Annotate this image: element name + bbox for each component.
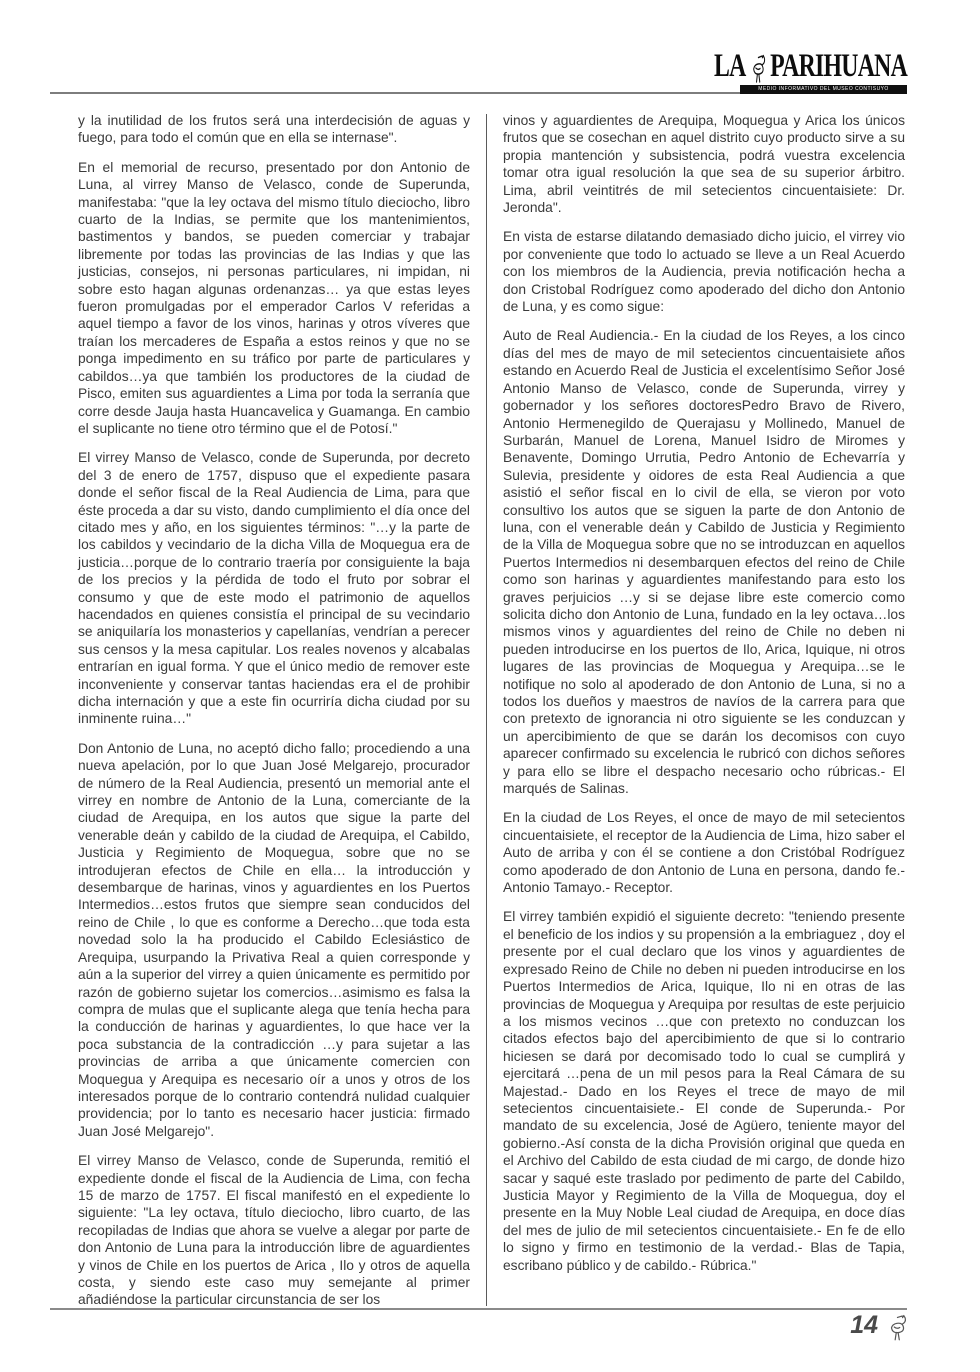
paragraph: Don Antonio de Luna, no aceptó dicho fallo; procediendo a una nueva apelación, por lo que Juan José Melgarejo, procurador de número de la Real Audiencia, presentó un memorial ante el virrey en nombre de Antonio de la Luna, comerciante de la ciudad de Arequipa, en los autos que sigue la parte del venerable deán y cabildo de la ciudad de Arequipa, el Cabildo, Justicia y Regimiento de Moquegua, sobre que no se introdujeran efectos de Chile en ella… la introducción y desembarque de harinas, vinos y aguardientes en los Puertos Intermedios…estos frutos que siempre sean conducidos del reino de Chile , lo que es conforme a Derecho…que toda esta novedad solo la ha producido el Cabildo Eclesiástico de Arequipa, usurpando la Privativa Real a quien corresponde y aún a la superior del virrey a quien únicamente es permitido por razón de gobierno sujetar los comercios…asimismo es falsa la compra de mulas que el suplicante alega que tenía hecha para la conducción de harinas y aguardientes, lo que hace ver la poca substancia de la contradicción …y para sujetar a las provincias de arriba a que únicamente comercien con Moquegua y Arequipa es necesario oír a unos y otros de los interesados porque de lo contrario contendrá nulidad cualquier providencia; por lo tanto es necesario hacer justicia: firmado Juan José Melgarejo". [78,740,470,1139]
masthead-tagline: MEDIO INFORMATIVO DEL MUSEO CONTISUYO [740,85,907,94]
page-number: 14 [850,1311,878,1339]
paragraph: En la ciudad de Los Reyes, el once de mayo de mil setecientos cincuentaisiete, el receptor de la Audiencia de Lima, hizo saber el Auto de arriba y con él se contiene a don Cristóbal Rodríguez como apoderado de don Antonio de Luna en persona, dando fe.- Antonio Tamayo.- Receptor. [503,810,905,896]
paragraph: Auto de Real Audiencia.- En la ciudad de los Reyes, a los cinco días del mes de mayo de mil setecientos cincuentaisiete años estando en Acuerdo Real de Justicia el excelentísimo Señor José Antonio Manso de Velasco, conde de Superunda, virrey y gobernador y los señores doctoresPedro Bravo de Rivero, Antonio Hermenegildo de Querajasu y Mollinedo, Manuel de Surbarán, Manuel de Lorena, Manuel Isidro de Miromes y Benavente, Domingo Urrutia, Pedro Antonio de Echevarría y Sulevia, presidente y oidores de esta Real Audiencia a que asistió el señor fiscal en lo civil de ella, se vieron por voto consultivo los autos que se siguen la parte de don Antonio de luna, con el venerable deán y Cabildo de Justicia y Regimiento de la Villa de Moquegua sobre que no se introduzcan en aquellos Puertos Intermedios ni desembarquen efectos del reino de Chile como son harinas y aguardientes manifestando para esto los graves perjuicios …y si se dejase libre este comercio como solicita dicho don Antonio de Luna, fundado en la ley octava…los mismos vinos y aguardientes del reino de Chile no deben ni pueden introducirse en los puertos de Ilo, Arica, Iquique, ni otros lugares de las provincias de Moquegua y Arequipa…se le notifique no solo al apoderado de don Antonio de Luna, si no a todos los dueños y maestros de navíos de la carrera para que con pretexto de ignorancia ni otro siguiente se les conduzcan y un apercibimiento de que se darán los decomisos con cuyo aparecer confirmado su excelencia le rubricó con dichos señores y para ello se libre el despacho necesario ocho rúbricas.- El marqués de Salinas. [503,328,905,797]
paragraph: El virrey también expidió el siguiente decreto: "teniendo presente el beneficio de los indios y su propensión a la embriaguez , doy el presente por el cual declaro que los vinos y aguardientes de expresado Reino de Chile no deben ni pueden introducirse en los Puertos Intermedios de Arica, Iquique, Ilo ni en otras de las provincias de Moquegua y Arequipa por resultas de este perjuicio a los mismos vecinos …que con pretexto no conduzcan los citados efectos bajo del apercibimiento de que si lo contrario hiciesen se dará por decomisado todo lo cual se cumplirá y ejercitará …pena de un mil pesos para la Real Cámara de su Majestad.- Dado en los Reyes el trece de mayo de mil setecientos cincuentaisiete.- El conde de Superunda.- Por mandato de su excelencia, José de Agüero, teniente mayor del gobierno.-Así consta de la dicha Provisión original que queda en el Archivo del Cabildo de esta ciudad de mi cargo, de donde hizo sacar y saqué este traslado por pedimento de parte del Cabildo, Justicia Mayor y Regimiento de la Villa de Moquegua, doy el presente en la Muy Noble Leal ciudad de Arequipa, en doce días del mes de julio de mil setecientos cincuentaisiete.- En fe de ello lo signo y firmo en testimonio de la verdad.- Blas de Tapia, escribano público y de cabildo.- Rúbrica." [503,909,905,1273]
column-right [503,112,905,1309]
masthead-title-main: PARIHUANA [770,48,907,84]
masthead [639,50,907,94]
paragraph: y la inutilidad de los frutos será una interdecisión de aguas y fuego, para todo el común que en ella se internase". [78,113,470,146]
parihuana-bird-icon [748,53,767,83]
footer-rule [50,1308,907,1310]
column-left [78,112,470,1309]
article-body [78,112,905,1309]
masthead-title-la: LA [713,48,746,84]
paragraph: En vista de estarse dilatando demasiado dicho juicio, el virrey vio por conveniente que todo lo actuado se lleve a un Real Acuerdo con los miembros de la Audiencia, previa notificación hecha a don Cristobal Rodríguez como apoderado del dicho don Antonio de Luna, y es como sigue: [503,229,905,315]
paragraph: El virrey Manso de Velasco, conde de Superunda, remitió el expediente donde el fiscal de la Audiencia de Lima, con fecha 15 de marzo de 1757. El fiscal manifestó en el expediente lo siguiente: "La ley octava, título dieciocho, libro cuarto, de las recopiladas de Indias que ahora se vuelve a alegar por parte de don Antonio de Luna para la introducción libre de aguardientes y vinos de Chile en los puertos de Arica , Ilo y otros de aquella costa, y siendo este caso muy semejante al primer añadiéndose la particular circunstancia de ser los [78,1153,470,1308]
paragraph: En el memorial de recurso, presentado por don Antonio de Luna, al virrey Manso de Velasco, conde de Superunda, manifestaba: "que la ley octava del mismo título dieciocho, libro cuarto de la Indias, se permite que los mantenimientos, bastimentos y bandos, se pueden comerciar y trabajar libremente por todas las provincias de las Indias y que las justicias, consejos, ni personas particulares, ni impidan, ni sobre esto hagan algunas ordenanzas… ya que estas leyes fueron promulgadas por el emperador Carlos V referidas a aquel tiempo a favor de los vinos, harinas y otros víveres que traían los mercaderes de España a estos reinos y que no se ponga impedimento en su tráfico por parte de particulares y cabildos…ya que también los productores de la ciudad de Pisco, emiten sus aguardientes a Lima por toda la serranía que corre desde Jauja hasta Huancavelica y Guamanga. En cambio el suplicante no tiene otro término que el de Potosí." [78,159,470,436]
paragraph: El virrey Manso de Velasco, conde de Superunda, por decreto del 3 de enero de 1757, dispuso que el expediente pasara donde el señor fiscal de la Real Audiencia de Lima, para que éste proceda a dar su visto, dando cumplimiento el día once del citado mes y año, en los siguientes términos: "…y la parte de los cabildos y vecindario de la dicha Villa de Moquegua era de justicia…porque de lo contrario traería por consiguiente la baja de los precios y la pérdida de todo el fruto por sobrar el consumo y que de este modo el patrimonio de aquellos hacendados en quienes consistía el principal de su vecindario se aniquilaría los monasterios y capellanías, vendrían a perecer sus censos y la mesa capitular. Los reales novenos y alcabalas entrarían en igual forma. Y que el único medio de remover este inconveniente y conservar tantas haciendas era el de prohibir dicha internación y que a este fin ocurriría dicha ciudad por su inminente ruina…" [78,450,470,727]
paragraph: vinos y aguardientes de Arequipa, Moquegua y Arica los únicos frutos que se cosechan en aquel distrito cuyo producto sirve a su propia mantención y subsistencia, podrá vuestra excelencia tomar otra igual resolución la que sea de su superior árbitro. Lima, abril veintitrés de mil setecientos cincuentaisiete: Dr. Jeronda". [503,113,905,216]
parihuana-bird-icon [886,1313,908,1341]
page-footer [850,1313,908,1341]
masthead-logo [714,50,907,83]
column-divider [486,114,487,1306]
